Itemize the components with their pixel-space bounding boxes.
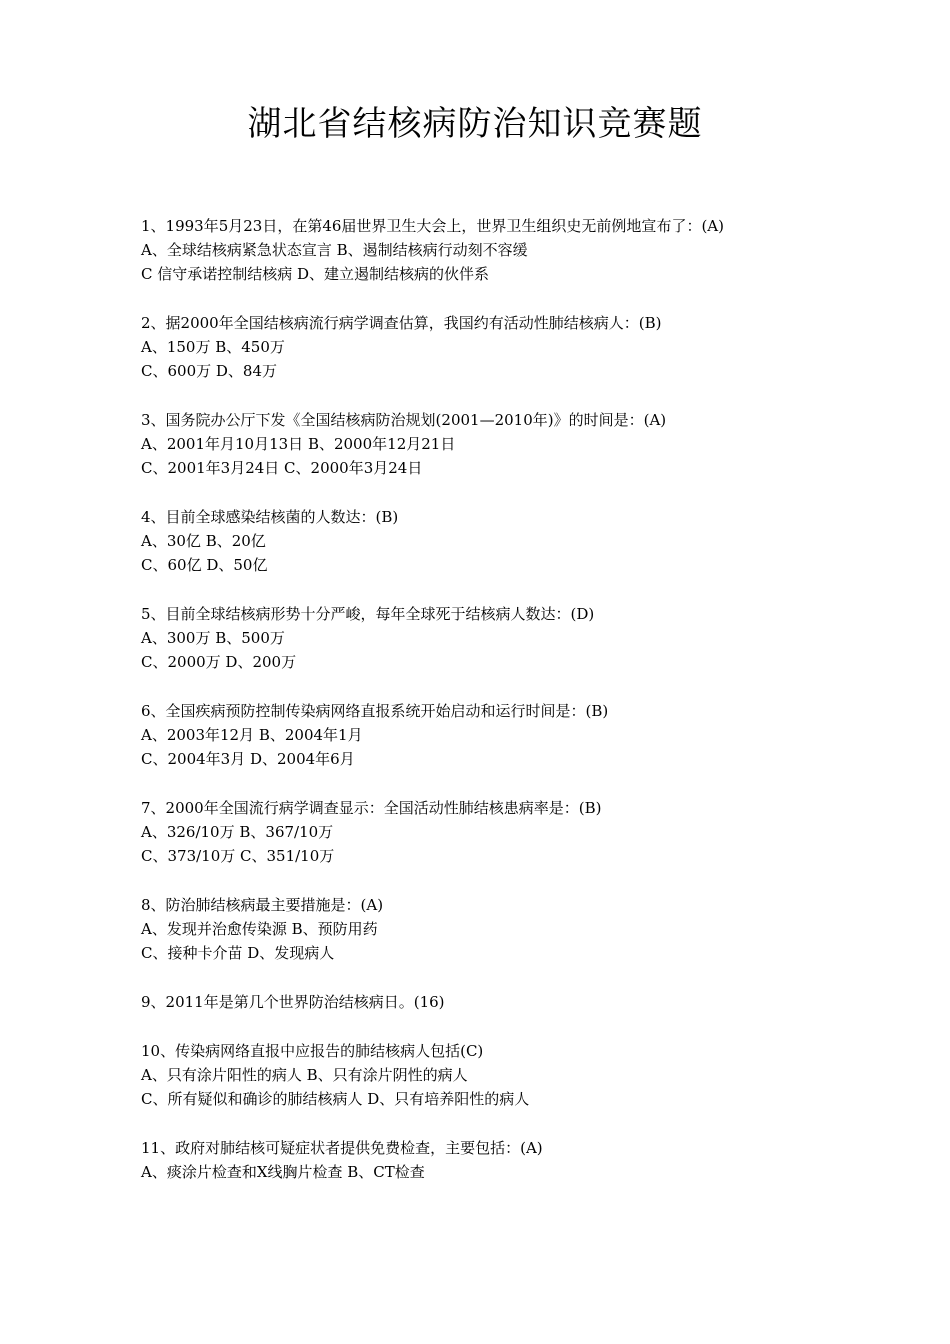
question-options: C、接种卡介苗 D、发现病人 — [141, 944, 335, 962]
question-item — [141, 1039, 841, 1111]
question-item — [141, 893, 841, 965]
question-options: A、2003年12月 B、2004年1月 — [141, 726, 363, 744]
question-stem: 1、1993年5月23日，在第46届世界卫生大会上，世界卫生组织史无前例地宣布了：(A) — [141, 217, 724, 235]
question-item — [141, 602, 841, 674]
question-options: A、150万 B、450万 — [141, 338, 285, 356]
question-options: A、痰涂片检查和X线胸片检查 B、CT检查 — [141, 1163, 425, 1181]
question-stem: 9、2011年是第几个世界防治结核病日。(16) — [141, 993, 445, 1011]
question-stem: 2、据2000年全国结核病流行病学调查估算，我国约有活动性肺结核病人：(B) — [141, 314, 662, 332]
question-stem: 8、防治肺结核病最主要措施是：(A) — [141, 896, 384, 914]
question-item — [141, 1136, 841, 1184]
question-item — [141, 408, 841, 480]
question-item — [141, 214, 841, 286]
question-stem: 6、全国疾病预防控制传染病网络直报系统开始启动和运行时间是：(B) — [141, 702, 609, 720]
question-options: C、600万 D、84万 — [141, 362, 277, 380]
question-list — [141, 214, 841, 1209]
question-options: A、30亿 B、20亿 — [141, 532, 266, 550]
question-item — [141, 505, 841, 577]
question-item — [141, 311, 841, 383]
question-options: A、326/10万 B、367/10万 — [141, 823, 334, 841]
question-options: C、60亿 D、50亿 — [141, 556, 268, 574]
question-stem: 5、目前全球结核病形势十分严峻，每年全球死于结核病人数达：(D) — [141, 605, 595, 623]
question-options: C 信守承诺控制结核病 D、建立遏制结核病的伙伴系 — [141, 265, 490, 283]
question-options: A、全球结核病紧急状态宣言 B、遏制结核病行动刻不容缓 — [141, 241, 528, 259]
question-stem: 11、政府对肺结核可疑症状者提供免费检查，主要包括：(A) — [141, 1139, 543, 1157]
question-options: C、373/10万 C、351/10万 — [141, 847, 335, 865]
question-options: C、所有疑似和确诊的肺结核病人 D、只有培养阳性的病人 — [141, 1090, 530, 1108]
question-item — [141, 990, 841, 1014]
question-stem: 7、2000年全国流行病学调查显示：全国活动性肺结核患病率是：(B) — [141, 799, 602, 817]
question-options: C、2004年3月 D、2004年6月 — [141, 750, 355, 768]
question-options: A、300万 B、500万 — [141, 629, 285, 647]
question-stem: 10、传染病网络直报中应报告的肺结核病人包括(C) — [141, 1042, 484, 1060]
question-item — [141, 796, 841, 868]
question-item — [141, 699, 841, 771]
question-options: A、只有涂片阳性的病人 B、只有涂片阴性的病人 — [141, 1066, 468, 1084]
question-stem: 4、目前全球感染结核菌的人数达：(B) — [141, 508, 399, 526]
document-title: 湖北省结核病防治知识竞赛题 — [247, 104, 703, 144]
question-options: C、2001年3月24日 C、2000年3月24日 — [141, 459, 423, 477]
question-options: A、发现并治愈传染源 B、预防用药 — [141, 920, 378, 938]
question-options: A、2001年月10月13日 B、2000年12月21日 — [141, 435, 456, 453]
question-options: C、2000万 D、200万 — [141, 653, 297, 671]
question-stem: 3、国务院办公厅下发《全国结核病防治规划(2001—2010年)》的时间是：(A) — [141, 411, 667, 429]
